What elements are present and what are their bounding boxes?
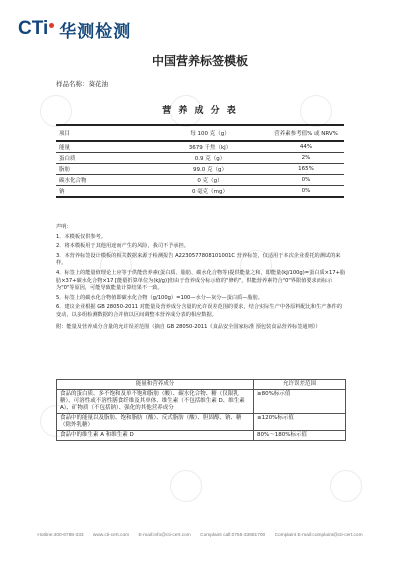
nutrition-row-label: 蛋白质 (56, 153, 152, 164)
footer-complaint-email[interactable]: Complaint E-mail:complaint@cti-cert.com (274, 533, 363, 538)
nutrition-row-nrv: 165% (268, 164, 344, 175)
nutrition-header-item: 项目 (56, 125, 152, 141)
sample-name: 样品名称：葵花油 (56, 80, 108, 88)
requirements-caption: 附：能量及营养成分含量的允许误差范围（摘自 GB 28050-2011《食品安全国家标准 预包装食品营养标签通则》） (56, 323, 321, 330)
note-item: 2．将本模板用于其他用途而产生的风险，我司不予承担。 (56, 243, 189, 250)
nutrition-row (56, 175, 344, 186)
nutrition-row-label: 脂肪 (56, 164, 152, 175)
nutrition-row-label: 钠 (56, 186, 152, 198)
requirements-row-tolerance: ≤120%标示值 (254, 414, 346, 431)
requirements-row-nutrient: 食品的蛋白质、多不饱和及单不饱和脂肪（酸）、碳水化合物、糖（仅限乳糖）、可溶性或不溶性膳食纤维及其单体、维生素（不包括维生素 D、维生素 A）、矿物质（不包括钠）、强化的其他营养成分 (57, 390, 254, 414)
note-item: 3．本营养标签设计模板的相关数据来源于检测报告 A2230577808101001C 营养标签，仅适用于本次企业委托的测试的来样。 (56, 252, 341, 267)
requirements-row-tolerance: ≥80%标示值 (254, 390, 346, 414)
nutrition-row-value: 0.9 克（g） (152, 153, 268, 164)
nutrition-row-nrv: 0% (268, 175, 344, 186)
requirements-header-nutrient: 能量和营养成分 (57, 380, 254, 390)
footer-hotline: Hotline:400-6788-333 (37, 533, 84, 538)
requirements-row (57, 431, 346, 441)
document-title: 中国营养标签模板 (151, 54, 248, 68)
logo-mark: CTi (18, 18, 49, 39)
nutrition-row-nrv: 44% (268, 141, 344, 153)
footer-email[interactable]: E-mail:info@cti-cert.com (138, 533, 191, 538)
requirements-row-nutrient: 食品中的能量以及脂肪、饱和脂肪（酸）、反式脂肪（酸）、胆固醇、钠、糖（除外乳糖） (57, 414, 254, 431)
note-item: 5．标签上的碳水化合物值即碳水化合物（g/100g）=100—水分—灰分—蛋白质—脂肪。 (56, 294, 263, 301)
page-footer (0, 533, 400, 538)
nutrition-row-label: 碳水化合物 (56, 175, 152, 186)
footer-complaint-call: Complaint call:0755-33681700 (200, 533, 266, 538)
note-item: 4．标签上的能量值理论上应等于供能营养素(蛋白质、脂肪、碳水化合物等)提供能量之和，即能量(kJ/100g)=蛋白质×17+脂肪×37+碳水化合物×17 [能量折算单位为(kJ/g)]但由于营养成分标示值的"修约"，供能营养素符合"0"界限值要求而标示为"0"等原因，可能导致能量计算结果不一致。 (56, 269, 346, 292)
nutrition-row-nrv: 0% (268, 186, 344, 198)
logo-chinese-name: 华测检测 (59, 21, 132, 42)
note-item: 1．本模板仅供参考。 (56, 233, 106, 240)
nutrition-header-nrv: 营养素参考值% 或 NRV% (268, 125, 344, 141)
requirements-row (57, 414, 346, 431)
nutrition-row (56, 186, 344, 198)
watermark-icon (170, 470, 202, 502)
nutrition-header-per100g: 每 100 克（g） (152, 125, 268, 141)
requirements-row-nutrient: 食品中的维生素 A 和维生素 D (57, 431, 254, 441)
nutrition-row-nrv: 2% (268, 153, 344, 164)
requirements-row (57, 390, 346, 414)
nutrition-row-value: 3679 千焦（kJ） (152, 141, 268, 153)
nutrition-table-title: 营 养 成 分 表 (162, 106, 238, 116)
nutrition-row-value: 0 克（g） (152, 175, 268, 186)
nutrition-row (56, 141, 344, 153)
nutrition-row (56, 153, 344, 164)
nutrition-row (56, 164, 344, 175)
note-item: 6．建议企业根据 GB 28050-2011 对能量及营养成分含量的允许误差范围的要求，结合实际生产中各原料配比和生产条件的变动，以多组检测数据的合并值以区间调整本营养成分表的相应数据。 (56, 304, 343, 318)
requirements-header-tolerance: 允许误差范围 (254, 380, 346, 390)
footer-website-link[interactable]: www.cti-cert.com (92, 533, 130, 538)
requirements-table (56, 379, 346, 441)
notes-heading: 声明： (56, 224, 72, 230)
nutrition-row-value: 0 毫克（mg） (152, 186, 268, 198)
nutrition-row-label: 能量 (56, 141, 152, 153)
nutrition-table (56, 124, 344, 198)
notes-section (56, 224, 346, 333)
logo-dot-icon (49, 23, 54, 28)
nutrition-row-value: 99.0 克（g） (152, 164, 268, 175)
company-logo (18, 18, 131, 40)
watermark-icon (330, 470, 362, 502)
requirements-row-tolerance: 80%～180%标示值 (254, 431, 346, 441)
